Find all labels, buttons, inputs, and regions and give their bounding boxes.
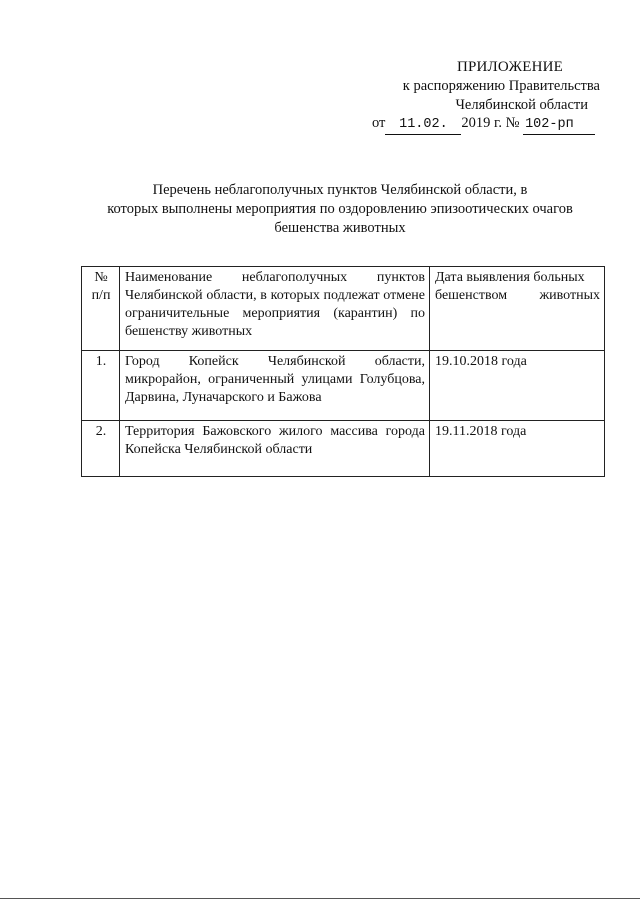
- appendix-region-line: Челябинской области: [455, 97, 588, 113]
- appendix-header: [340, 58, 600, 115]
- table-row: [82, 421, 605, 477]
- header-num: № п/п: [82, 267, 120, 351]
- from-label: от: [372, 115, 386, 131]
- document-title-line-2: которых выполнены мероприятия по оздоровлению эпизоотических очагов: [107, 201, 573, 217]
- row-date: 19.10.2018 года: [430, 351, 605, 421]
- document-title-line-1: Перечень неблагополучных пунктов Челябинской области, в: [152, 182, 528, 198]
- table-row: [82, 351, 605, 421]
- order-year: 2019 г. №: [461, 115, 520, 131]
- page-bottom-rule: [0, 898, 640, 899]
- row-num: 2.: [82, 421, 120, 477]
- table-header-row: [82, 267, 605, 351]
- appendix-date-line: [372, 114, 595, 135]
- appendix-title: ПРИЛОЖЕНИЕ: [456, 59, 564, 75]
- order-number: 102-рп: [523, 115, 595, 135]
- document-title-line-3: бешенства животных: [274, 220, 406, 236]
- outbreak-table: [81, 266, 605, 477]
- row-date: 19.11.2018 года: [430, 421, 605, 477]
- header-name: Наименование неблагополучных пунктов Челябинской области, в которых подлежат отмене ограничительные мероприятия (карантин) по бешенству животных: [120, 267, 430, 351]
- row-name: Территория Бажовского жилого массива города Копейска Челябинской области: [120, 421, 430, 477]
- order-date: 11.02.: [385, 115, 461, 135]
- row-name: Город Копейск Челябинской области, микрорайон, ограниченный улицами Голубцова, Дарвина, Луначарского и Бажова: [120, 351, 430, 421]
- row-num: 1.: [82, 351, 120, 421]
- appendix-order-line: к распоряжению Правительства: [402, 78, 600, 94]
- header-date: Дата выявления больных бешенством животных: [430, 267, 605, 351]
- document-title: [70, 181, 610, 238]
